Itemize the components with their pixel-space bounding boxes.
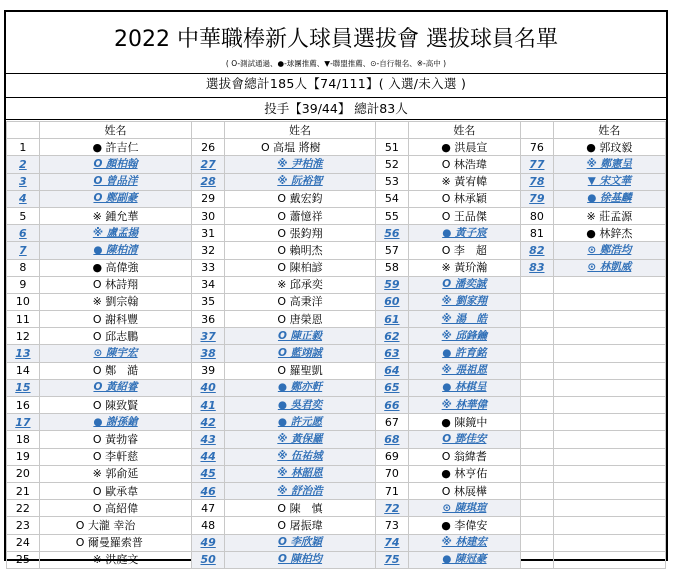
selected-player-number: 4 [7,190,40,207]
player-name: ※ 邱承奕 [225,276,376,293]
player-name: O 陳致賢 [39,397,192,414]
empty-cell [553,293,665,310]
player-name: ● 李偉安 [408,517,520,534]
empty-cell [520,328,553,345]
empty-cell [553,345,665,362]
player-number: 35 [192,293,225,310]
player-number: 33 [192,259,225,276]
selected-player-name: ● 徐基麟 [553,190,665,207]
player-name: O 羅聖凱 [225,362,376,379]
divider [6,119,666,120]
selected-player-number: 72 [376,500,409,517]
table-row [7,397,666,414]
selected-player-number: 43 [192,431,225,448]
selected-player-number: 28 [192,173,225,190]
table-row [7,482,666,499]
empty-cell [520,345,553,362]
selected-player-number: 42 [192,414,225,431]
player-number: 80 [520,207,553,224]
selected-player-number: 77 [520,156,553,173]
player-number: 67 [376,414,409,431]
selected-player-name: ● 陳柏清 [39,242,192,259]
selected-player-name: O 陳正毅 [225,328,376,345]
player-number: 73 [376,517,409,534]
empty-cell [520,517,553,534]
table-row [7,517,666,534]
player-name: O 屠振瑋 [225,517,376,534]
selected-player-number: 15 [7,379,40,396]
table-row [7,276,666,293]
table-row [7,225,666,242]
header-number-cell [520,122,553,139]
table-row [7,207,666,224]
player-number: 69 [376,448,409,465]
empty-cell [520,500,553,517]
player-name: O 陳柏諺 [225,259,376,276]
selected-player-number: 13 [7,345,40,362]
player-number: 70 [376,465,409,482]
selected-player-name: ▼ 宋文華 [553,173,665,190]
player-number: 26 [192,139,225,156]
empty-cell [553,534,665,551]
player-name: O 林展樺 [408,482,520,499]
selected-player-name: ⊙ 鄭浩均 [553,242,665,259]
selected-player-number: 2 [7,156,40,173]
player-number: 9 [7,276,40,293]
selected-player-number: 68 [376,431,409,448]
player-number: 25 [7,551,40,568]
player-name: ● 陳鏡中 [408,414,520,431]
player-name: O 歐承韋 [39,482,192,499]
page-title: 2022 中華職棒新人球員選拔會 選拔球員名單 [114,27,558,52]
pitchers-header: 投手【39/44】 總計83人 [264,101,408,116]
player-number: 1 [7,139,40,156]
empty-cell [520,362,553,379]
table-row [7,379,666,396]
empty-cell [520,482,553,499]
player-name: O 林浩瑋 [408,156,520,173]
selected-player-name: ※ 林建宏 [408,534,520,551]
table-row [7,448,666,465]
header-name-cell: 姓名 [553,122,665,139]
selected-player-number: 79 [520,190,553,207]
player-name: ● 林鋅杰 [553,225,665,242]
selected-player-number: 45 [192,465,225,482]
selected-player-number: 65 [376,379,409,396]
empty-cell [520,414,553,431]
empty-cell [520,534,553,551]
empty-cell [553,362,665,379]
table-row [7,465,666,482]
player-table [6,121,666,569]
header-name-cell: 姓名 [408,122,520,139]
player-number: 29 [192,190,225,207]
player-number: 8 [7,259,40,276]
player-name: O 翁緯耆 [408,448,520,465]
player-number: 58 [376,259,409,276]
empty-cell [553,431,665,448]
empty-cell [553,397,665,414]
selected-player-name: O 鄧佳安 [408,431,520,448]
empty-cell [553,414,665,431]
player-name: ● 洪晨宣 [408,139,520,156]
empty-cell [520,448,553,465]
player-number: 11 [7,311,40,328]
selected-player-name: O 潘奕誠 [408,276,520,293]
player-name: O 張鈞翔 [225,225,376,242]
selected-player-name: ⊙ 陳宇宏 [39,345,192,362]
player-number: 14 [7,362,40,379]
empty-cell [553,482,665,499]
table-row [7,362,666,379]
player-name: O 鄭 澔 [39,362,192,379]
selected-player-name: ※ 劉家翔 [408,293,520,310]
empty-cell [553,379,665,396]
header-number-cell [376,122,409,139]
selected-player-number: 3 [7,173,40,190]
empty-cell [520,397,553,414]
selected-player-number: 59 [376,276,409,293]
player-name: ● 高偉強 [39,259,192,276]
table-row [7,311,666,328]
player-number: 16 [7,397,40,414]
selected-player-name: O 曾品洋 [39,173,192,190]
empty-cell [553,328,665,345]
player-number: 5 [7,207,40,224]
player-number: 47 [192,500,225,517]
table-row [7,414,666,431]
selected-player-name: ● 謝孫鎗 [39,414,192,431]
selected-player-name: ※ 湯 皓 [408,311,520,328]
player-name: ● 林亨佑 [408,465,520,482]
empty-cell [520,293,553,310]
selected-player-number: 78 [520,173,553,190]
player-number: 71 [376,482,409,499]
player-number: 81 [520,225,553,242]
player-number: 23 [7,517,40,534]
selected-player-number: 61 [376,311,409,328]
selected-player-number: 83 [520,259,553,276]
selected-player-name: O 陳柏均 [225,551,376,568]
player-number: 20 [7,465,40,482]
player-number: 76 [520,139,553,156]
empty-cell [553,517,665,534]
player-name: ※ 劉宗翰 [39,293,192,310]
header-number-cell [7,122,40,139]
selection-summary: 選拔會總計185人【74/111】( 入選/未入選 ) [205,76,467,91]
player-name: O 唐榮恩 [225,311,376,328]
table-row [7,173,666,190]
empty-cell [520,431,553,448]
header-number-cell [192,122,225,139]
player-number: 10 [7,293,40,310]
player-name: ※ 鍾允華 [39,207,192,224]
player-name: O 戴宏鈞 [225,190,376,207]
selected-player-number: 50 [192,551,225,568]
selected-player-name: ※ 尹柏淮 [225,156,376,173]
player-name: O 黃勃睿 [39,431,192,448]
selected-player-name: ● 許元愿 [225,414,376,431]
player-name: ● 許吉仁 [39,139,192,156]
selected-player-number: 7 [7,242,40,259]
selected-player-number: 49 [192,534,225,551]
selected-player-number: 62 [376,328,409,345]
player-number: 55 [376,207,409,224]
table-row [7,259,666,276]
selected-player-name: ⊙ 陳琪瑄 [408,500,520,517]
selected-player-number: 6 [7,225,40,242]
selected-player-name: ※ 邱鋒鑰 [408,328,520,345]
player-name: ● 郭玟毅 [553,139,665,156]
selected-player-name: ※ 張祖恩 [408,362,520,379]
column-header-row [7,122,666,139]
player-name: O 爾曼羅索普 [39,534,192,551]
selected-player-number: 64 [376,362,409,379]
selected-player-number: 60 [376,293,409,310]
player-name: O 李軒慈 [39,448,192,465]
selected-player-name: ● 吳君奕 [225,397,376,414]
player-number: 39 [192,362,225,379]
empty-cell [553,500,665,517]
legend: ( O-測試通過、●-球團推薦、▼-聯盟推薦、⊙-自行報名、※-高中 ) [225,59,447,68]
table-row [7,139,666,156]
empty-cell [553,276,665,293]
selected-player-name: ※ 林華偉 [408,397,520,414]
empty-cell [553,465,665,482]
player-name: O 謝科豐 [39,311,192,328]
divider [6,97,666,98]
player-name: ※ 黃玠瀚 [408,259,520,276]
player-name: O 蕭憶祥 [225,207,376,224]
player-name: O 王品傑 [408,207,520,224]
selected-player-number: 27 [192,156,225,173]
player-number: 32 [192,242,225,259]
player-number: 57 [376,242,409,259]
empty-cell [520,276,553,293]
selected-player-name: ● 黃子宸 [408,225,520,242]
table-row [7,534,666,551]
selected-player-name: ● 鄭亦軒 [225,379,376,396]
selected-player-name: O 藍翊誠 [225,345,376,362]
player-name: O 高紹偉 [39,500,192,517]
player-name: O 陳 慎 [225,500,376,517]
player-name: O 邱志鵬 [39,328,192,345]
divider [6,73,666,74]
selected-player-number: 41 [192,397,225,414]
header-name-cell: 姓名 [39,122,192,139]
selected-player-number: 17 [7,414,40,431]
player-name: O 高秉洋 [225,293,376,310]
player-number: 31 [192,225,225,242]
selected-player-name: ※ 伍祐城 [225,448,376,465]
selected-player-name: ※ 鄭憲呈 [553,156,665,173]
selected-player-name: ⊙ 林凱威 [553,259,665,276]
selected-player-name: ※ 盧孟揚 [39,225,192,242]
table-row [7,328,666,345]
selected-player-number: 46 [192,482,225,499]
player-number: 21 [7,482,40,499]
player-name: O 賴明杰 [225,242,376,259]
table-row [7,293,666,310]
player-number: 48 [192,517,225,534]
selected-player-name: ※ 林韶恩 [225,465,376,482]
empty-cell [553,448,665,465]
empty-cell [520,311,553,328]
player-number: 24 [7,534,40,551]
selected-player-number: 37 [192,328,225,345]
player-number: 30 [192,207,225,224]
player-name: ※ 郭俞延 [39,465,192,482]
table-row [7,345,666,362]
player-number: 12 [7,328,40,345]
selected-player-name: O 李欣穎 [225,534,376,551]
selected-player-number: 40 [192,379,225,396]
table-row [7,242,666,259]
selected-player-name: ● 陳冠豪 [408,551,520,568]
player-name: ※ 洪庭文 [39,551,192,568]
empty-cell [553,311,665,328]
player-number: 34 [192,276,225,293]
table-row [7,431,666,448]
player-name: O 林承穎 [408,190,520,207]
selected-player-number: 66 [376,397,409,414]
player-name: ※ 莊孟源 [553,207,665,224]
player-number: 53 [376,173,409,190]
header-name-cell: 姓名 [225,122,376,139]
selected-player-number: 56 [376,225,409,242]
selected-player-name: O 顏柏翰 [39,156,192,173]
selected-player-number: 82 [520,242,553,259]
selected-player-name: O 鄭副豪 [39,190,192,207]
player-name: ※ 黃宥幃 [408,173,520,190]
selected-player-name: ※ 舒治浩 [225,482,376,499]
player-name: O 林詩翔 [39,276,192,293]
roster-sheet [4,10,668,567]
empty-cell [520,465,553,482]
player-number: 19 [7,448,40,465]
player-number: 51 [376,139,409,156]
empty-cell [520,379,553,396]
table-row [7,156,666,173]
table-row [7,190,666,207]
player-number: 52 [376,156,409,173]
player-number: 22 [7,500,40,517]
player-number: 36 [192,311,225,328]
player-name: O 高塭 將樹 [225,139,376,156]
player-name: O 李 超 [408,242,520,259]
selected-player-name: O 黃紹睿 [39,379,192,396]
selected-player-name: ● 林棋呈 [408,379,520,396]
selected-player-name: ● 許育銘 [408,345,520,362]
table-row [7,500,666,517]
selected-player-name: ※ 黃保羅 [225,431,376,448]
selected-player-number: 74 [376,534,409,551]
selected-player-name: ※ 阮裕智 [225,173,376,190]
player-number: 54 [376,190,409,207]
selected-player-number: 75 [376,551,409,568]
player-number: 18 [7,431,40,448]
selected-player-number: 38 [192,345,225,362]
selected-player-number: 63 [376,345,409,362]
selected-player-number: 44 [192,448,225,465]
player-name: O 大瀧 幸治 [39,517,192,534]
